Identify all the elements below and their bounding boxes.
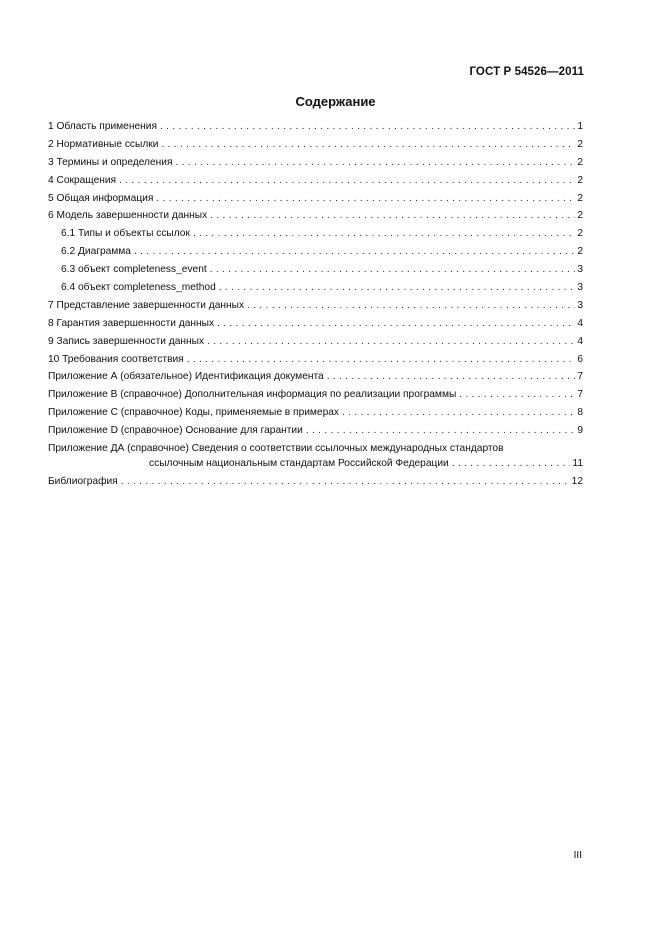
toc-entry-page: 2 — [577, 228, 583, 240]
toc-entry-page: 2 — [577, 192, 583, 204]
toc-entry[interactable] — [48, 210, 583, 228]
toc-entry-page: 6 — [577, 353, 583, 365]
toc-subentry[interactable] — [48, 282, 583, 300]
toc-entry-text: Библиография — [48, 476, 118, 488]
toc-entry[interactable] — [48, 300, 583, 318]
toc-entry-text: 2 Нормативные ссылки — [48, 138, 159, 150]
toc-entry-page: 8 — [577, 407, 583, 419]
toc-entry-text-continued: ссылочным национальным стандартам Российской Федерации — [149, 458, 449, 470]
dot-leader — [121, 476, 570, 487]
toc-entry[interactable] — [48, 336, 583, 354]
dot-leader — [452, 458, 571, 469]
toc-entry-text: Приложение D (справочное) Основание для гарантии — [48, 425, 303, 437]
toc-entry-text: Приложение С (справочное) Коды, применяемые в примерах — [48, 407, 340, 419]
toc-entry-text: 5 Общая информация — [48, 192, 154, 204]
toc-entry-text: 6.4 объект completeness_method — [61, 282, 216, 294]
toc-entry-page: 7 — [577, 371, 583, 383]
dot-leader — [219, 282, 576, 293]
toc-entry-text: Приложение А (обязательное) Идентификация документа — [48, 371, 324, 383]
page-title: Содержание — [295, 94, 376, 109]
toc-entry[interactable] — [48, 139, 583, 157]
toc-entry-text: 10 Требования соответствия — [48, 353, 184, 365]
dot-leader — [160, 121, 575, 132]
toc-entry-text: 6.2 Диаграмма — [61, 246, 131, 258]
toc-entry[interactable] — [48, 371, 583, 389]
dot-leader — [327, 371, 576, 382]
toc-entry-text: 9 Запись завершенности данных — [48, 335, 205, 347]
toc-entry[interactable] — [48, 157, 583, 175]
toc-entry-page: 2 — [577, 174, 583, 186]
toc-entry-page: 4 — [577, 317, 583, 329]
toc-entry-text: 4 Сокращения — [48, 174, 117, 186]
dot-leader — [342, 407, 575, 418]
toc-entry[interactable] — [48, 476, 583, 494]
toc-entry-page: 3 — [577, 282, 583, 294]
toc-subentry[interactable] — [48, 246, 583, 264]
toc-entry-page: 3 — [577, 299, 583, 311]
toc-entry-text: 6.1 Типы и объекты ссылок — [61, 228, 190, 240]
toc-entry-page: 2 — [577, 156, 583, 168]
dot-leader — [217, 318, 575, 329]
toc-entry[interactable] — [48, 407, 583, 425]
toc-entry[interactable] — [48, 193, 583, 211]
page-number: III — [573, 850, 582, 861]
dot-leader — [210, 210, 575, 221]
toc-entry-page: 11 — [572, 458, 583, 470]
toc-entry-page: 3 — [577, 264, 583, 276]
toc-entry-text: 7 Представление завершенности данных — [48, 299, 245, 311]
toc-entry-text: 3 Термины и определения — [48, 156, 173, 168]
toc-entry-page: 12 — [571, 476, 583, 488]
dot-leader — [459, 389, 575, 400]
toc-subentry[interactable] — [48, 228, 583, 246]
toc-entry-page: 2 — [577, 138, 583, 150]
toc-entry-text: 1 Область применения — [48, 121, 157, 132]
toc-entry-text: Приложение ДА (справочное) Сведения о соответствии ссылочных международных стандартов — [48, 443, 504, 455]
dot-leader — [210, 264, 576, 275]
toc-entry-page: 9 — [577, 425, 583, 437]
dot-leader — [134, 246, 575, 257]
toc-subentry[interactable] — [48, 264, 583, 282]
toc-entry-text: 6.3 объект completeness_event — [61, 264, 207, 276]
toc-entry[interactable] — [48, 354, 583, 372]
dot-leader — [306, 425, 576, 436]
toc-entry-page: 1 — [577, 121, 583, 132]
toc-entry-page: 4 — [577, 335, 583, 347]
toc-entry-multiline[interactable] — [48, 443, 583, 476]
toc-entry[interactable] — [48, 389, 583, 407]
toc-entry-text: Приложение В (справочное) Дополнительная информация по реализации программы — [48, 389, 457, 401]
toc-entry-page: 7 — [577, 389, 583, 401]
dot-leader — [247, 300, 575, 311]
dot-leader — [193, 228, 575, 239]
toc-entry[interactable] — [48, 175, 583, 193]
dot-leader — [119, 175, 575, 186]
toc-entry[interactable] — [48, 121, 583, 139]
dot-leader — [156, 193, 575, 204]
document-id: ГОСТ Р 54526—2011 — [469, 66, 584, 78]
dot-leader — [187, 354, 576, 365]
toc-entry[interactable] — [48, 425, 583, 443]
toc-entry[interactable] — [48, 318, 583, 336]
toc-entry-text: 8 Гарантия завершенности данных — [48, 317, 215, 329]
toc-entry-text: 6 Модель завершенности данных — [48, 210, 208, 222]
dot-leader — [207, 336, 575, 347]
dot-leader — [161, 139, 575, 150]
toc-entry-page: 2 — [577, 210, 583, 222]
table-of-contents — [48, 121, 583, 494]
toc-entry-page: 2 — [577, 246, 583, 258]
dot-leader — [175, 157, 575, 168]
